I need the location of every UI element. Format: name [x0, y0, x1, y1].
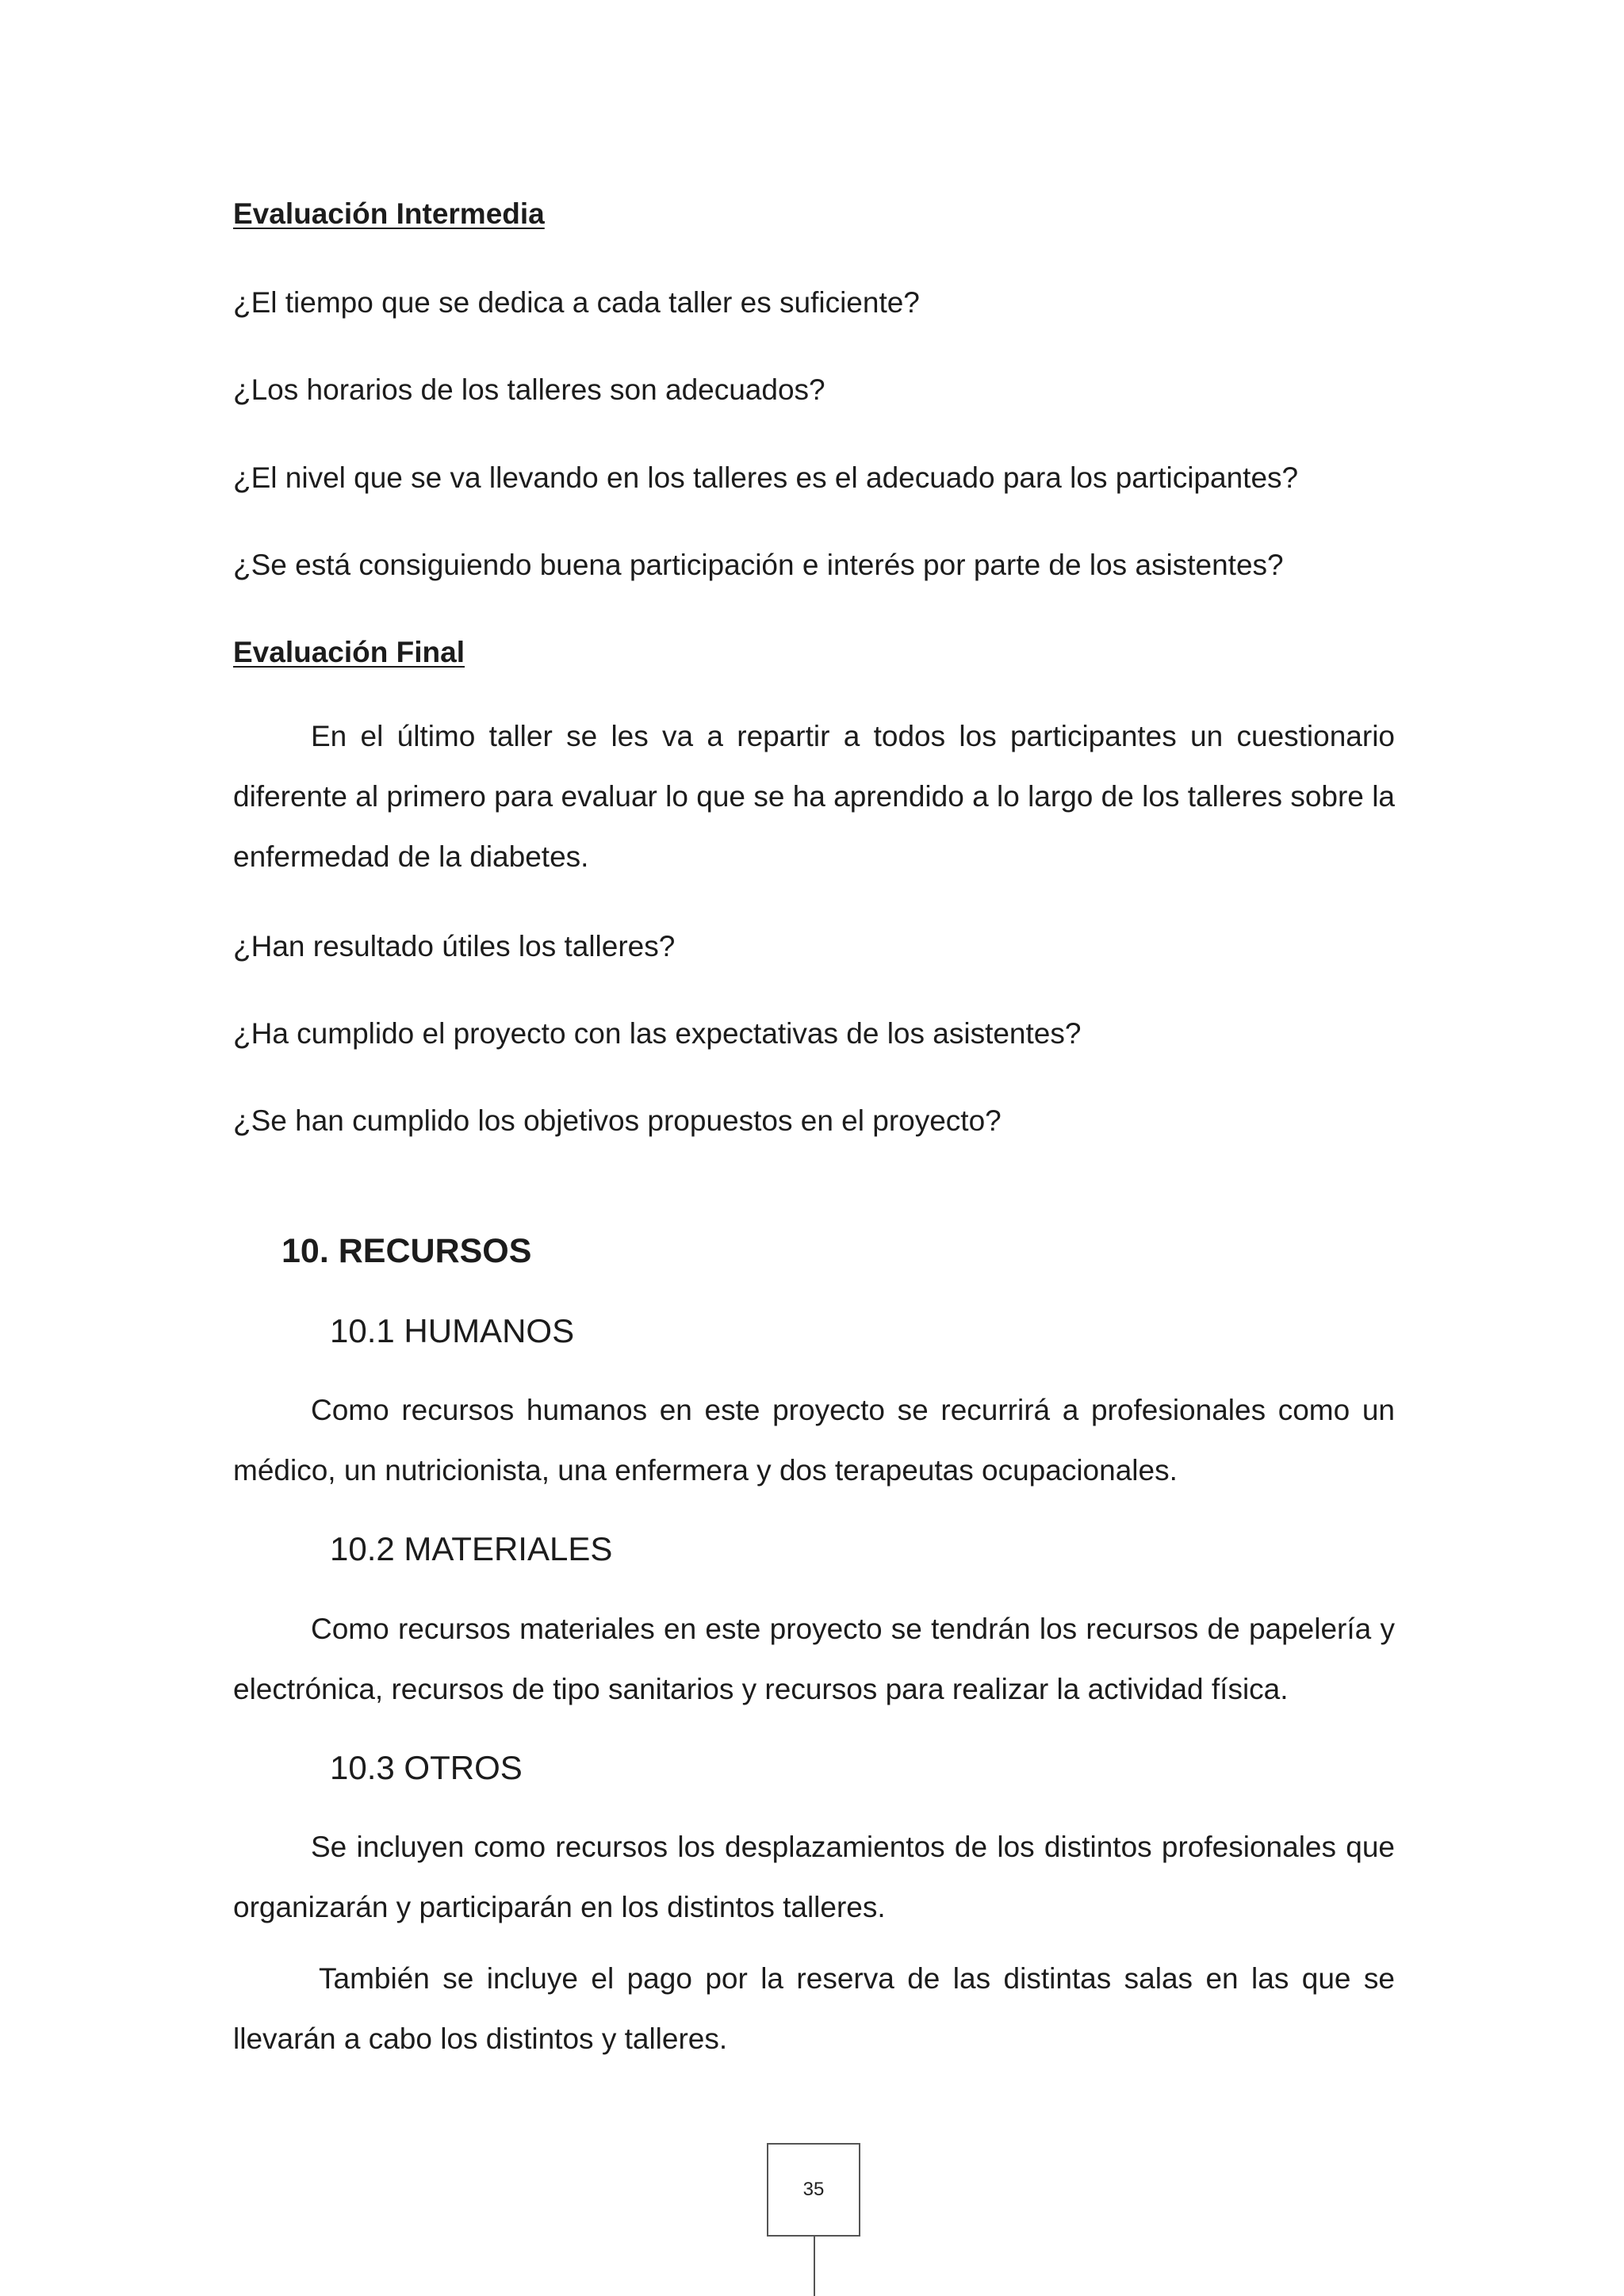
heading-otros: 10.3 OTROS [330, 1749, 523, 1786]
page-number-box [767, 2143, 860, 2237]
paragraph-otros-1: Se incluyen como recursos los desplazamientos de los distintos profesionales que organizarán y participarán en los distintos talleres. [233, 1831, 1395, 1923]
heading-recursos: 10. RECURSOS [282, 1232, 532, 1270]
question-final: ¿Se han cumplido los objetivos propuestos en el proyecto? [233, 1104, 1002, 1137]
paragraph-humanos: Como recursos humanos en este proyecto se recurrirá a profesionales como un médico, un nutricionista, una enfermera y dos terapeutas ocupacionales. [233, 1394, 1395, 1487]
question-intermedia: ¿El nivel que se va llevando en los talleres es el adecuado para los participantes? [233, 461, 1299, 494]
heading-materiales: 10.2 MATERIALES [330, 1530, 613, 1567]
question-final: ¿Han resultado útiles los talleres? [233, 930, 676, 962]
page-number: 35 [802, 2179, 825, 2200]
question-intermedia: ¿Se está consiguiendo buena participación e interés por parte de los asistentes? [233, 549, 1284, 581]
page-number-connector-line [814, 2237, 815, 2296]
paragraph-otros-2: También se incluye el pago por la reserva de las distintas salas en las que se llevarán a cabo los distintos y talleres. [233, 1962, 1395, 2055]
heading-evaluacion-final: Evaluación Final [233, 636, 465, 668]
heading-humanos: 10.1 HUMANOS [330, 1312, 575, 1349]
question-intermedia: ¿Los horarios de los talleres son adecuados? [233, 373, 825, 406]
paragraph-materiales: Como recursos materiales en este proyecto se tendrán los recursos de papelería y electrónica, recursos de tipo sanitarios y recursos para realizar la actividad física. [233, 1613, 1395, 1705]
heading-evaluacion-intermedia: Evaluación Intermedia [233, 197, 545, 230]
paragraph-evaluacion-final: En el último taller se les va a repartir a todos los participantes un cuestionario diferente al primero para evaluar lo que se ha aprendido a lo largo de los talleres sobre la enfermedad de la diabetes. [233, 720, 1395, 873]
question-intermedia: ¿El tiempo que se dedica a cada taller es suficiente? [233, 286, 920, 319]
question-final: ¿Ha cumplido el proyecto con las expectativas de los asistentes? [233, 1017, 1082, 1050]
